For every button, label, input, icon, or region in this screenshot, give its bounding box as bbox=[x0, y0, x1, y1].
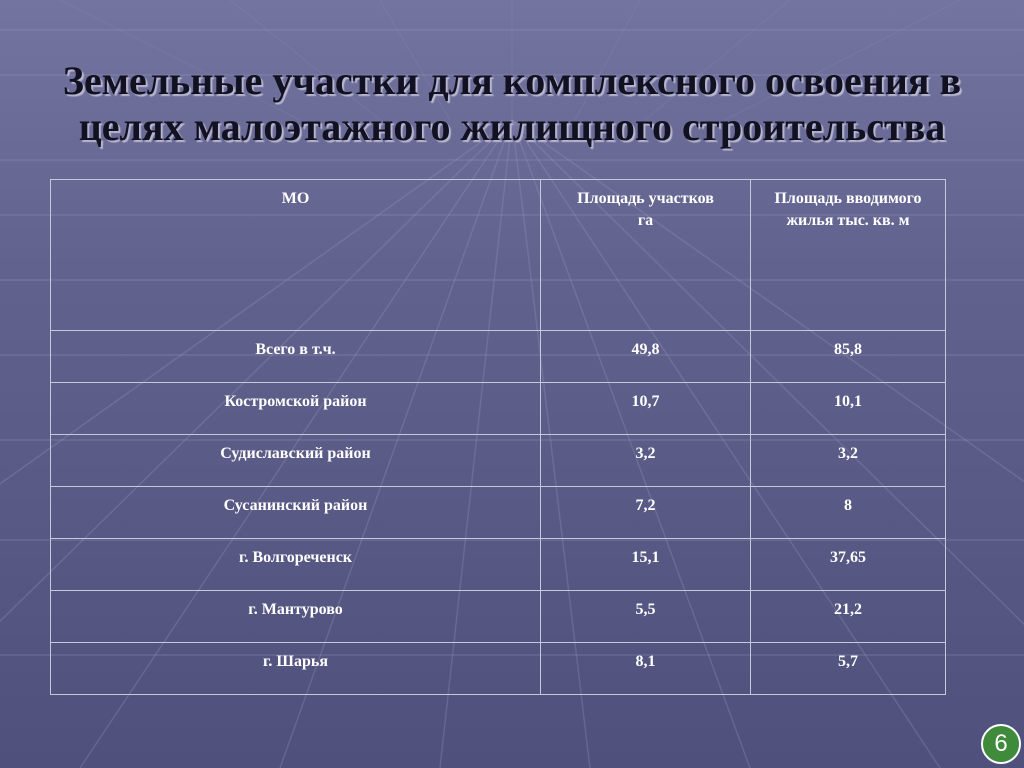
table-row bbox=[51, 435, 946, 487]
cell-plot-area: 49,8 bbox=[541, 331, 751, 383]
cell-mo: г. Мантурово bbox=[51, 591, 541, 643]
table-row bbox=[51, 487, 946, 539]
cell-plot-area: 7,2 bbox=[541, 487, 751, 539]
header-mo bbox=[51, 180, 541, 331]
header-housing-area-label: Площадь вводимого жилья тыс. кв. м bbox=[774, 190, 922, 229]
cell-plot-area: 3,2 bbox=[541, 435, 751, 487]
header-housing-area bbox=[751, 180, 946, 331]
header-mo-label: МО bbox=[281, 190, 310, 207]
table-row bbox=[51, 331, 946, 383]
cell-plot-area: 8,1 bbox=[541, 643, 751, 695]
cell-plot-area: 15,1 bbox=[541, 539, 751, 591]
cell-housing-area: 85,8 bbox=[751, 331, 946, 383]
cell-plot-area: 5,5 bbox=[541, 591, 751, 643]
header-plot-area-label: Площадь участков га bbox=[577, 190, 714, 229]
header-plot-area bbox=[541, 180, 751, 331]
cell-housing-area: 3,2 bbox=[751, 435, 946, 487]
cell-mo: Судиславский район bbox=[51, 435, 541, 487]
page-number-badge: 6 bbox=[981, 724, 1021, 764]
slide-title: Земельные участки для комплексного освоения в целях малоэтажного жилищного строительства bbox=[62, 58, 962, 149]
cell-housing-area: 37,65 bbox=[751, 539, 946, 591]
data-table-container bbox=[50, 179, 946, 695]
cell-mo: Всего в т.ч. bbox=[51, 331, 541, 383]
cell-mo: г. Волгореченск bbox=[51, 539, 541, 591]
table-row bbox=[51, 643, 946, 695]
table-header-row bbox=[51, 180, 946, 331]
table-row bbox=[51, 539, 946, 591]
cell-housing-area: 5,7 bbox=[751, 643, 946, 695]
cell-mo: г. Шарья bbox=[51, 643, 541, 695]
cell-plot-area: 10,7 bbox=[541, 383, 751, 435]
cell-housing-area: 8 bbox=[751, 487, 946, 539]
table-row bbox=[51, 591, 946, 643]
cell-mo: Костромской район bbox=[51, 383, 541, 435]
table-row bbox=[51, 383, 946, 435]
cell-housing-area: 21,2 bbox=[751, 591, 946, 643]
cell-mo: Сусанинский район bbox=[51, 487, 541, 539]
data-table bbox=[50, 179, 946, 695]
cell-housing-area: 10,1 bbox=[751, 383, 946, 435]
